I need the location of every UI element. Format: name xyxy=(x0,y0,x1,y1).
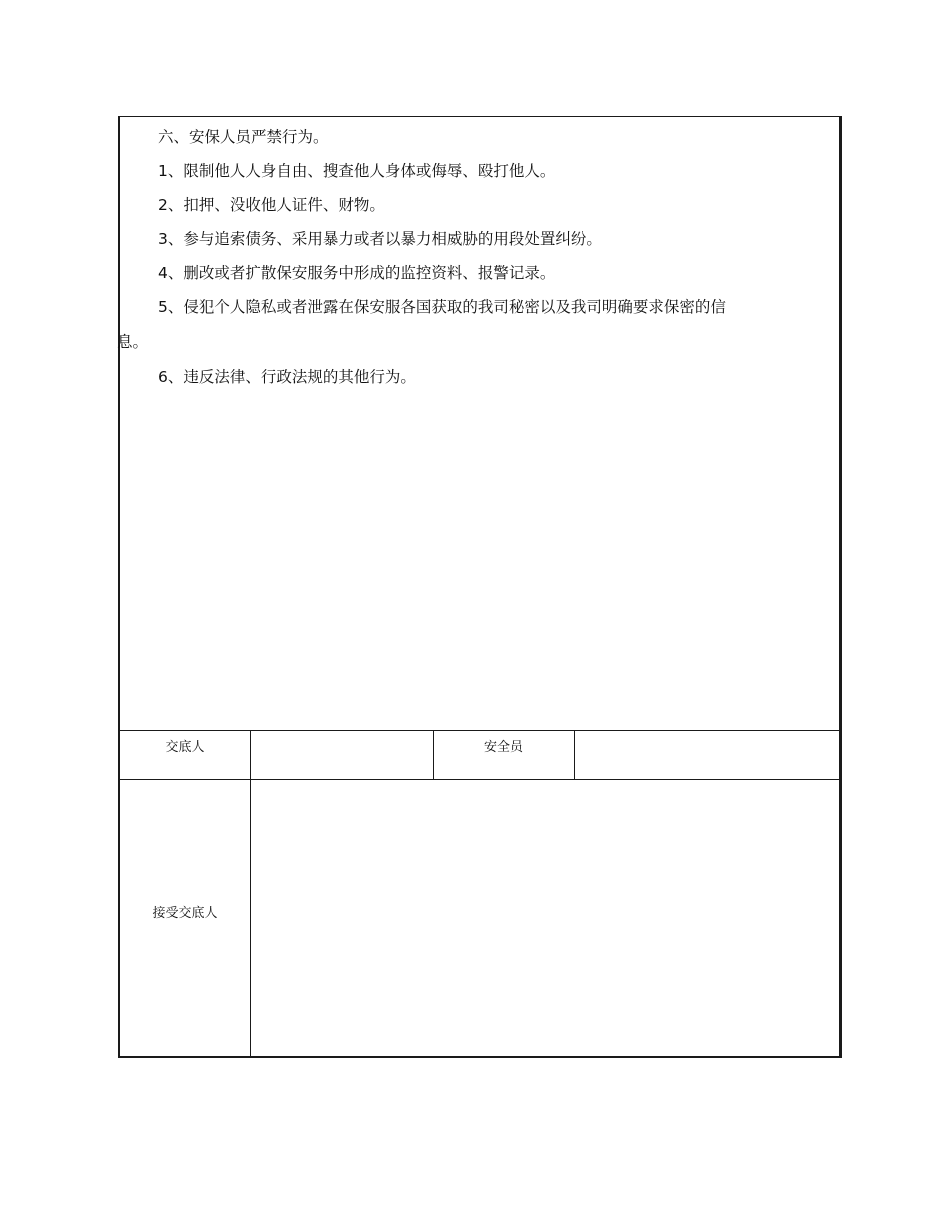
discloser-label: 交底人 xyxy=(165,740,205,755)
rule-item: 4、删改或者扩散保安服务中形成的监控资料、报警记录。 xyxy=(158,264,556,282)
rule-item-continuation: 息。 xyxy=(117,333,149,351)
rule-item: 6、违反法律、行政法规的其他行为。 xyxy=(158,368,416,386)
section-heading: 六、安保人员严禁行为。 xyxy=(158,128,329,146)
rule-item: 2、扣押、没收他人证件、财物。 xyxy=(158,196,385,214)
rule-item: 5、侵犯个人隐私或者泄露在保安服各国获取的我司秘密以及我司明确要求保密的信 xyxy=(158,298,726,316)
recipient-signature-field[interactable] xyxy=(251,780,840,1055)
rule-item: 1、限制他人人身自由、搜查他人身体或侮辱、殴打他人。 xyxy=(158,162,556,180)
discloser-signature-field[interactable] xyxy=(251,731,433,779)
recipient-label: 接受交底人 xyxy=(152,906,218,921)
safety-officer-label: 安全员 xyxy=(483,740,523,755)
safety-officer-signature-field[interactable] xyxy=(575,731,840,779)
prohibited-conduct-section xyxy=(117,117,839,731)
document-frame xyxy=(118,116,842,1058)
rule-item: 3、参与追索债务、采用暴力或者以暴力相威胁的用段处置纠纷。 xyxy=(158,230,602,248)
